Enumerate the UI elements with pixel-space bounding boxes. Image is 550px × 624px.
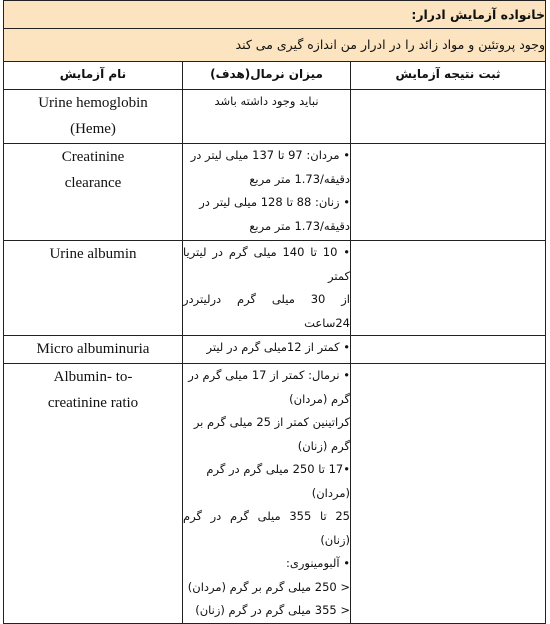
table-row	[4, 364, 546, 624]
range-line: دقيقه/1.73 متر مربع	[249, 218, 350, 233]
table-row	[4, 336, 546, 364]
range-line: (مردان)	[311, 485, 350, 500]
normal-range-header: ميزان نرمال(هدف)	[183, 62, 351, 90]
test-name-line: Urine hemoglobin	[38, 95, 148, 111]
range-line: کراتينين کمتر از 25 ميلی گرم بر	[193, 415, 350, 429]
record-result-header: ثبت نتيجه آزمايش	[351, 62, 546, 90]
result-entry-cell[interactable]	[351, 364, 546, 624]
result-entry-cell[interactable]	[351, 90, 546, 144]
range-line: • مردان: 97 تا 137 ميلی ليتر در	[190, 148, 350, 162]
range-line: • 10 تا 140 ميلی گرم در ليتريا کمتر	[183, 245, 350, 283]
range-line: • زنان: 88 تا 128 ميلی ليتر در	[199, 195, 350, 209]
family-description-row	[4, 29, 546, 62]
test-name-cell	[4, 90, 183, 144]
test-name-line: clearance	[64, 175, 122, 191]
column-header-row	[4, 62, 546, 90]
normal-range-cell	[183, 336, 351, 364]
test-name-cell	[4, 241, 183, 336]
range-line: 25 تا 355 ميلی گرم در گرم (زنان)	[183, 509, 350, 547]
urine-test-table	[3, 0, 546, 624]
range-line: گرم (زنان)	[297, 438, 350, 453]
result-entry-cell[interactable]	[351, 241, 546, 336]
test-name-cell	[4, 336, 183, 364]
test-name-header: نام آزمايش	[4, 62, 183, 90]
test-name-cell	[4, 144, 183, 241]
test-name-line: Creatinine	[61, 149, 125, 165]
range-line: از 30 ميلی گرم درليتردر 24ساعت	[183, 292, 350, 330]
result-entry-cell[interactable]	[351, 144, 546, 241]
normal-range-cell	[183, 241, 351, 336]
range-line: نبايد وجود داشته باشد	[214, 94, 319, 108]
test-name-line: Albumin- to-	[53, 369, 133, 385]
test-name-line: Micro albuminuria	[36, 341, 150, 357]
range-line: دقيقه/1.73 متر مربع	[249, 171, 350, 186]
table-row	[4, 241, 546, 336]
range-line: • کمتر از 12ميلی گرم در ليتر	[206, 340, 350, 354]
normal-range-cell	[183, 364, 351, 624]
test-name-line: creatinine ratio	[47, 395, 139, 411]
family-title-row	[4, 1, 546, 29]
normal-range-cell	[183, 90, 351, 144]
family-title: خانواده آزمايش ادرار:	[4, 1, 546, 29]
family-description: وجود پروتئين و مواد زائد را در ادرار من اندازه گيری می کند	[4, 29, 546, 62]
test-name-cell	[4, 364, 183, 624]
result-entry-cell[interactable]	[351, 336, 546, 364]
normal-range-cell	[183, 144, 351, 241]
range-line: •17 تا 250 ميلی گرم در گرم	[206, 462, 350, 476]
test-name-line: Urine albumin	[49, 246, 137, 262]
range-line: < 355 ميلی گرم در گرم (زنان)	[195, 603, 350, 617]
table-row	[4, 90, 546, 144]
range-line: • نرمال: کمتر از 17 ميلی گرم در	[188, 368, 350, 382]
table-row	[4, 144, 546, 241]
range-line: گرم (مردان)	[289, 391, 350, 406]
test-name-line: (Heme)	[70, 121, 116, 137]
range-line: • آلبومينوری:	[285, 556, 350, 570]
range-line: < 250 ميلی گرم بر گرم (مردان)	[187, 579, 350, 594]
